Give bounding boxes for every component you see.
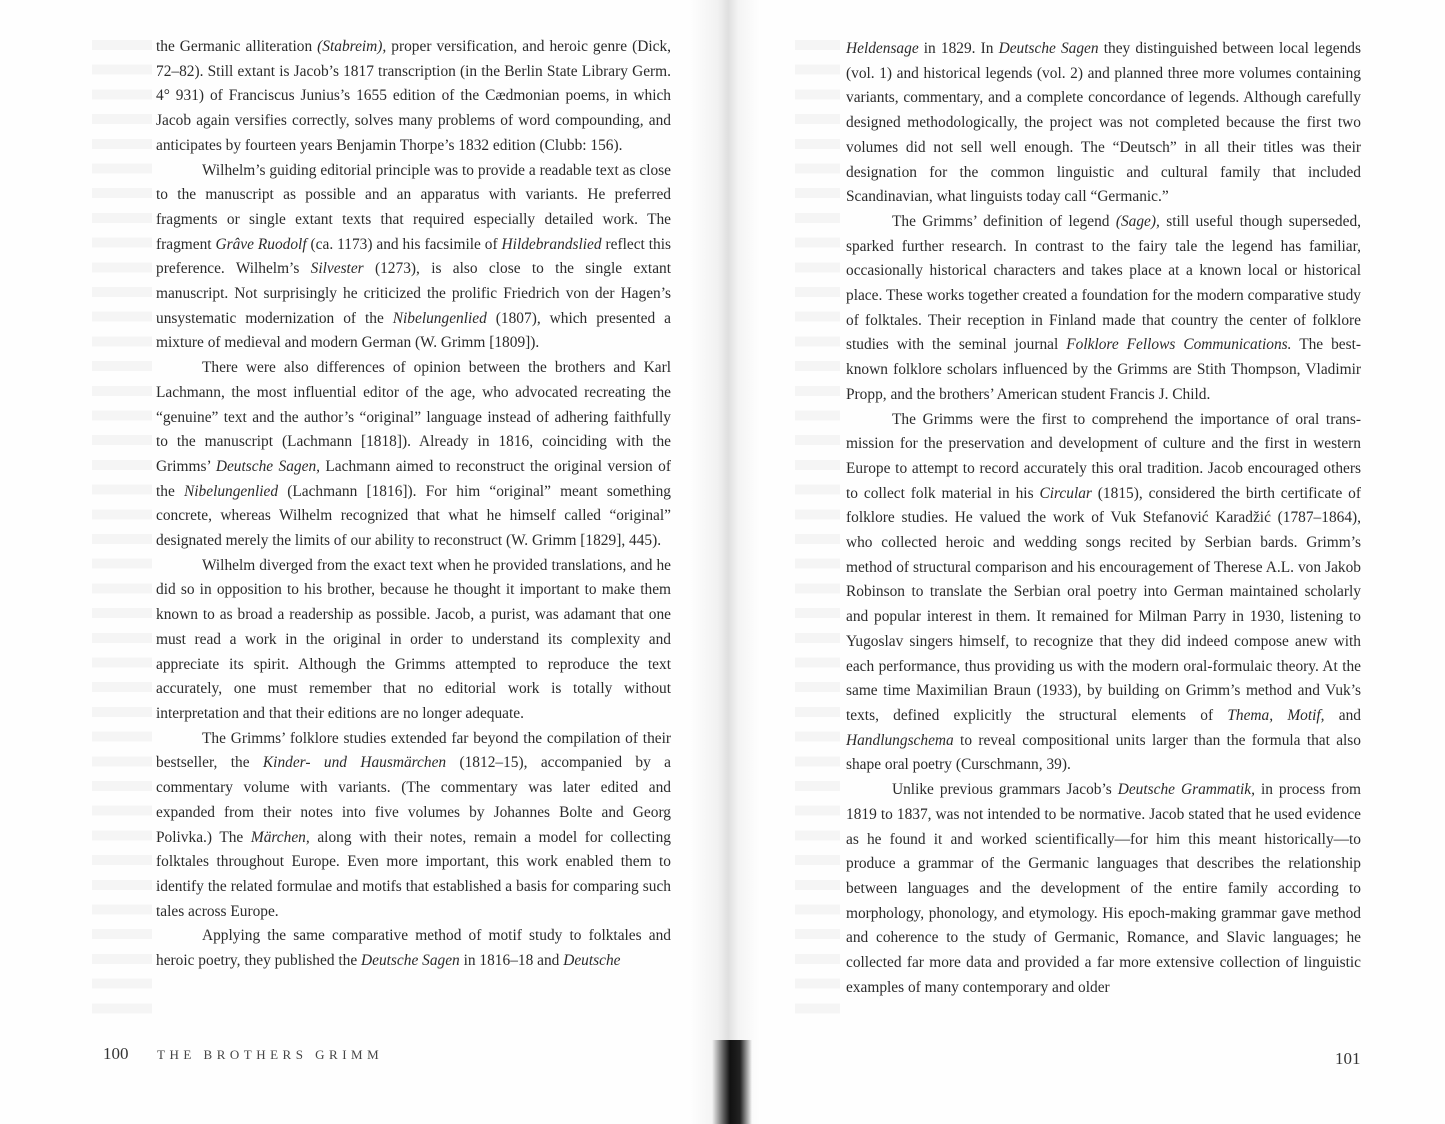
text-run: The Grimms’ folklore studies extended far beyond the compilation of their bestseller, the	[156, 729, 671, 772]
text-run: The Grimms’ definition of legend	[892, 212, 1116, 230]
text-run: (1812–15), accompanied by a commentary volume with variants. (The commentary was later edited and expanded from their notes into five volumes by Johannes Bolte and Georg Polivka.) The	[156, 754, 671, 846]
text-run: There were also differences of opinion between the brothers and Karl Lachmann, the most influential editor of the age, who advocated recreating the “genuine” text and the author’s “original” language instead of adhering faithfully to the manuscript (Lachmann [1818]). Already in 1816, coinciding with the Grimms’	[156, 359, 671, 475]
italic-title: Thema, Motif,	[1227, 706, 1325, 724]
text-run: the Germanic alliteration	[156, 38, 318, 55]
italic-title: Grâve Ruodolf	[215, 235, 307, 253]
paragraph	[156, 924, 671, 973]
italic-title: Folklore Fellows Communications.	[1066, 336, 1292, 354]
text-run: (1807), which presented a mixture of medieval and modern German (W. Grimm [1809]).	[156, 309, 671, 352]
text-run: in process from 1819 to 1837, was not intended to be normative. Jacob stated that he used evidence as he found it and worked scientifically—for him this meant historically—to produce a grammar of the Germanic languages that describes the relationship between languages and the development of the entire family according to morphology, phonology, and etymology. His epoch-making grammar gave method and coherence to the study of Germanic, Romance, and Slavic languages; he collected far more data and provided a far more extensive collection of linguistic examples of many contemporary and older	[846, 781, 1361, 996]
italic-title: Handlungschema	[846, 731, 954, 749]
italic-title: (Stabreim),	[317, 38, 387, 55]
paragraph	[846, 778, 1361, 1000]
page-number-left: 100	[103, 1044, 129, 1063]
text-run: Lachmann aimed to reconstruct the original version of the	[156, 457, 671, 500]
italic-title: Kinder- und Hausmärchen	[262, 754, 447, 772]
paragraph	[846, 210, 1361, 408]
italic-title: Nibelungenlied	[184, 482, 279, 500]
italic-title: Deutsche Grammatik,	[1117, 781, 1255, 799]
text-run: The best-known folklore scholars influenced by the Grimms are Stith Thompson, Vladimir Propp, and the brothers’ American student Francis J. Child.	[846, 336, 1362, 403]
italic-title: Hildebrandslied	[501, 235, 602, 253]
text-run: reflect this preference. Wilhelm’s	[156, 235, 671, 278]
text-run: they distinguished between local legends (vol. 1) and historical legends (vol. 2) and planned three more volumes containing variants, commentary, and a complete concordance of legends. Although carefully designed methodologically, the project was not completed because the first two volumes did not sell well enough. The “Deutsch” in all their titles was their designation for the common linguistic and cultural family that included Scandinavian, what linguists today call “Germanic.”	[846, 40, 1361, 206]
paragraph	[156, 35, 671, 159]
italic-title: Deutsche Sagen	[998, 40, 1099, 57]
text-run: Wilhelm diverged from the exact text when he provided translations, and he did so in opposition to his brother, because he thought it important to make them known to as broad a readership as possible. Jacob, a purist, was adamant that one must read a work in the original in order to understand its complexity and appreciate its spirit. Although the Grimms attempted to reproduce the text accurately, one must remember that no editorial work is totally without interpretation and that their editions are no longer adequate.	[156, 556, 671, 722]
paragraph	[156, 356, 671, 554]
italic-title: Circular	[1039, 484, 1092, 502]
paragraph	[846, 408, 1361, 779]
text-run: proper versification, and heroic genre (Dick, 72–82). Still extant is Jacob’s 1817 transcription (in the Berlin State Library Germ. 4° 931) of Franciscus Junius’s 1655 edition of the Cædmonian poems, in which Jacob again versifies correctly, solves many problems of word compounding, and anticipates by fourteen years Benjamin Thorpe’s 1832 edition (Clubb: 156).	[156, 38, 671, 154]
text-run: in 1816–18 and	[459, 952, 564, 970]
text-run: The Grimms were the first to comprehend the importance of oral transmission for the preservation and development of culture and the first in western Europe to attempt to record accurately this oral tradition. Jacob encouraged others to collect folk material in his	[846, 410, 1361, 502]
text-run: still useful though superseded, sparked further research. In contrast to the fairy tale the legend has familiar, occasionally historical characters and takes place at a known local or historical place. These works together created a foundation for the modern comparative study of folktales. Their reception in Finland made that country the center of folklore studies with the seminal journal	[846, 212, 1361, 354]
italic-title: Märchen,	[250, 828, 310, 846]
text-run: and	[1324, 706, 1361, 724]
paragraph	[156, 727, 671, 925]
italic-title: (Sage),	[1115, 212, 1160, 230]
text-run: to reveal compositional units larger than the formula that also shape oral poetry (Curschmann, 39).	[846, 731, 1361, 774]
text-run: (ca. 1173) and his facsimile of	[306, 235, 502, 253]
italic-title: Deutsche Sagen,	[215, 457, 320, 475]
text-run: along with their notes, remain a model for collecting folktales throughout Europe. Even more important, this work enabled them to identify the related formulae and motifs that established a basis for comparing such tales across Europe.	[156, 828, 671, 920]
italic-title: Nibelungenlied	[392, 309, 487, 327]
running-head: THE BROTHERS GRIMM	[157, 1047, 384, 1062]
italic-title: Silvester	[310, 260, 364, 278]
paragraph	[156, 554, 671, 727]
text-run: in 1829. In	[918, 40, 999, 57]
left-page-body	[156, 35, 671, 974]
text-run: (1815), considered the birth certificate of folklore studies. He valued the work of Vuk Stefanović Karadžić (1787–1864), who collected heroic and wedding songs recited by Serbian bards. Grimm’s method of structural comparison and his encouragement of Therese A.L. von Jakob Robinson to translate the Serbian oral poetry into German maintained scholarly and popular interest in them. It remained for Milman Parry in 1930, listening to Yugoslav singers himself, to recognize that they did indeed compose anew with each performance, thus providing us with the modern oral-formulaic theory. At the same time Maximilian Braun (1933), by building on Grimm’s method and Vuk’s texts, defined explicitly the structural elements of	[846, 484, 1361, 724]
text-run: Wilhelm’s guiding editorial principle was to provide a readable text as close to the manuscript as possible and an apparatus with variants. He preferred fragments or single extant texts that required especially detailed work. The fragment	[156, 161, 671, 253]
paragraph	[156, 159, 671, 357]
text-run: (1273), is also close to the single extant manuscript. Not surprisingly he criticized the prolific Friedrich von der Hagen’s unsystematic modernization of the	[156, 260, 672, 327]
text-run: Unlike previous grammars Jacob’s	[892, 781, 1118, 799]
italic-title: Deutsche Sagen	[361, 952, 460, 970]
italic-title: Heldensage	[846, 40, 919, 57]
right-page-body	[846, 37, 1361, 1000]
text-run: Applying the same comparative method of motif study to folktales and heroic poetry, they published the	[156, 927, 671, 970]
italic-title: Deutsche	[563, 952, 621, 970]
text-run: (Lachmann [1816]). For him “original” meant something concrete, whereas Wilhelm recognized that what he himself called “original” designated merely the limits of our ability to reconstruct (W. Grimm [1829], 445).	[156, 482, 671, 550]
page-number-right: 101	[1335, 1049, 1361, 1068]
paragraph	[846, 37, 1361, 210]
